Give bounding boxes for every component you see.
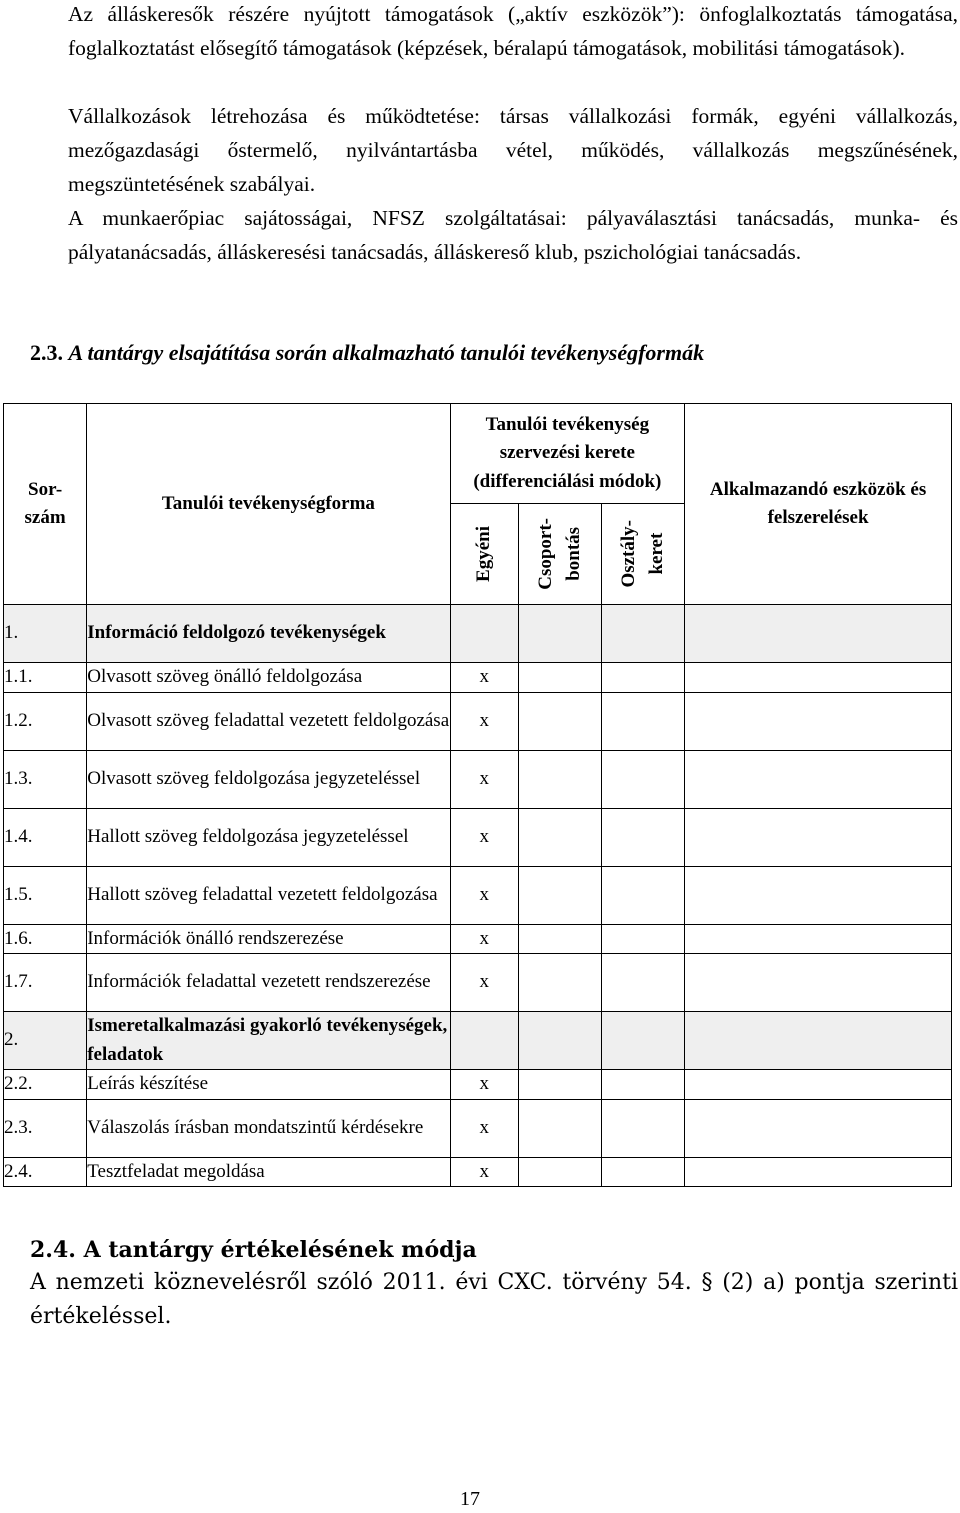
header-framework: Tanulói tevékenység szervezési kerete (differenciálási módok) xyxy=(450,404,685,504)
table-row: 2.3. Válaszolás írásban mondatszintű kérdésekre x xyxy=(4,1099,952,1157)
table-row: 1.7. Információk feladattal vezetett rendszerezése x xyxy=(4,954,952,1012)
evaluation-heading: 2.4. A tantárgy értékelésének módja xyxy=(30,1237,477,1263)
paragraph-job-seeker-support: Az álláskeresők részére nyújtott támogatások („aktív eszközök”): önfoglalkoztatás támogatása, foglalkoztatást elősegítő támogatások (képzések, béralapú támogatások, mobilitási támogatások). xyxy=(68,2,958,60)
section-title xyxy=(30,336,704,370)
table-row: 1.3. Olvasott szöveg feldolgozása jegyzeteléssel x xyxy=(4,750,952,808)
header-csoportbontas: Csoport- bontás xyxy=(518,504,601,605)
table-row: 2.4. Tesztfeladat megoldása x xyxy=(4,1157,952,1187)
paragraph-labour-market: A munkaerőpiac sajátosságai, NFSZ szolgáltatásai: pályaválasztási tanácsadás, munka- és pályatanácsadás, álláskeresési tanácsadás, álláskereső klub, pszichológiai tanácsadás. xyxy=(68,206,958,264)
activities-table xyxy=(3,403,952,1187)
header-tools: Alkalmazandó eszközök és felszerelések xyxy=(685,404,952,605)
header-osztalykeret: Osztály- keret xyxy=(601,504,685,605)
section-title-text: A tantárgy elsajátítása során alkalmazható tanulói tevékenységformák xyxy=(68,340,705,365)
table-row: 1.6. Információk önálló rendszerezése x xyxy=(4,924,952,954)
table-row: 1.5. Hallott szöveg feladattal vezetett feldolgozása x xyxy=(4,866,952,924)
table-row: 2. Ismeretalkalmazási gyakorló tevékenységek, feladatok xyxy=(4,1012,952,1070)
header-egyeni: Egyéni xyxy=(450,504,518,605)
table-row: 1. Információ feldolgozó tevékenységek xyxy=(4,605,952,663)
page-number: 17 xyxy=(460,1488,480,1510)
table-row: 1.1. Olvasott szöveg önálló feldolgozása x xyxy=(4,663,952,693)
table-row: 1.4. Hallott szöveg feldolgozása jegyzeteléssel x xyxy=(4,808,952,866)
table-row: 2.2. Leírás készítése x xyxy=(4,1070,952,1100)
header-activity: Tanulói tevékenységforma xyxy=(87,404,450,605)
table-row: 1.2. Olvasott szöveg feladattal vezetett feldolgozása x xyxy=(4,692,952,750)
evaluation-text: A nemzeti köznevelésről szóló 2011. évi CXC. törvény 54. § (2) a) pontja szerinti értékeléssel. xyxy=(30,1270,958,1329)
header-sorszam: Sor- szám xyxy=(4,404,87,605)
paragraph-enterprises: Vállalkozások létrehozása és működtetése: társas vállalkozási formák, egyéni vállalkozás, mezőgazdasági őstermelő, nyilvántartásba vétel, működés, vállalkozás megszűnésének, megszüntetésének szabályai. xyxy=(68,104,958,196)
section-number: 2.3. xyxy=(30,340,63,365)
